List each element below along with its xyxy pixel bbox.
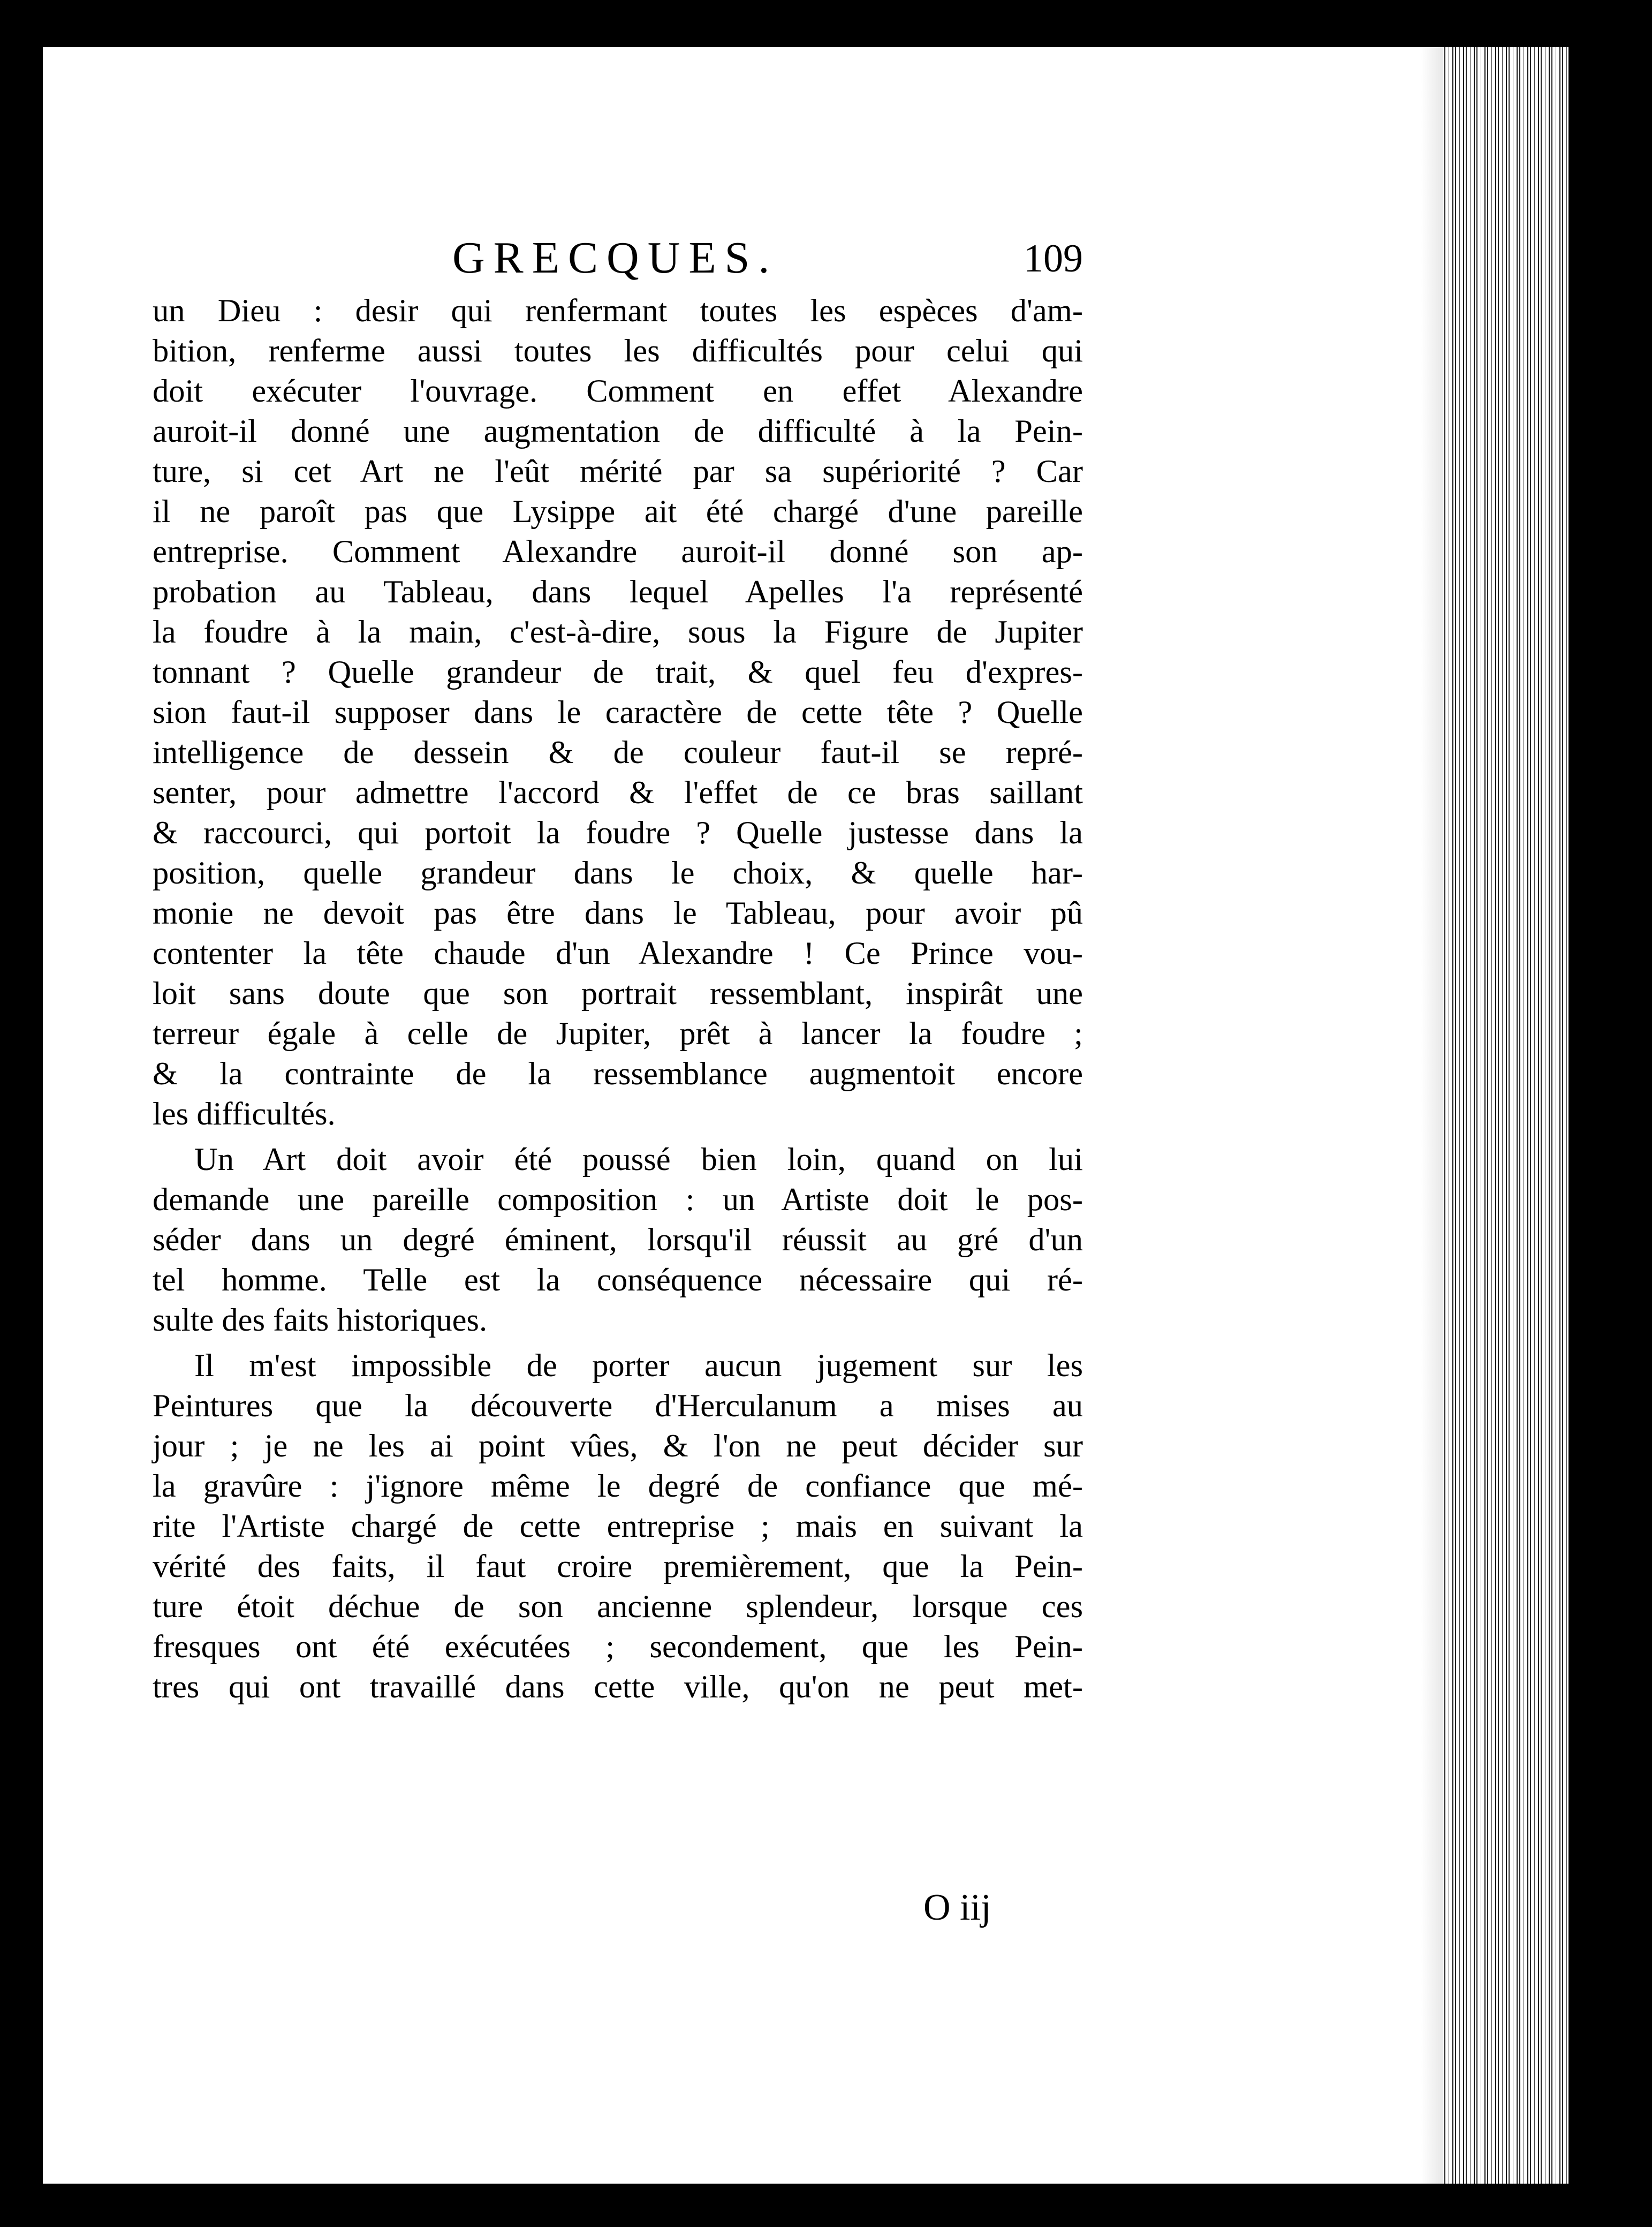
paragraph-3 [153, 1346, 1083, 1707]
text-line: Il m'est impossible de porter aucun jugement sur les [194, 1348, 1083, 1384]
book-page [43, 47, 1568, 2184]
text-line: probation au Tableau, dans lequel Apelles l'a représenté [153, 574, 1083, 610]
text-line: vérité des faits, il faut croire premièrement, que la Pein- [153, 1549, 1083, 1584]
text-line: sulte des faits historiques. [153, 1302, 488, 1338]
text-line: tonnant ? Quelle grandeur de trait, & quel feu d'expres- [153, 654, 1083, 690]
text-line: Peintures que la découverte d'Herculanum a mises au [153, 1388, 1083, 1424]
text-line: auroit-il donné une augmentation de difficulté à la Pein- [153, 413, 1083, 449]
text-line: la foudre à la main, c'est-à-dire, sous la Figure de Jupiter [153, 614, 1083, 650]
text-line: la gravûre : j'ignore même le degré de confiance que mé- [153, 1468, 1083, 1504]
page-edge-stack [1443, 47, 1568, 2184]
text-line: jour ; je ne les ai point vûes, & l'on ne peut décider sur [153, 1428, 1083, 1464]
text-line: Un Art doit avoir été poussé bien loin, quand on lui [194, 1142, 1083, 1177]
page-header [153, 232, 1083, 291]
text-line: sion faut-il supposer dans le caractère de cette tête ? Quelle [153, 694, 1083, 730]
paragraph-1 [153, 291, 1083, 1134]
page-number: 109 [1024, 237, 1083, 281]
signature-mark: O iij [923, 1887, 991, 1928]
paragraph-2 [153, 1139, 1083, 1340]
text-line: un Dieu : desir qui renfermant toutes les espèces d'am- [153, 293, 1083, 329]
text-line: demande une pareille composition : un Artiste doit le pos- [153, 1182, 1083, 1218]
text-line: monie ne devoit pas être dans le Tableau, pour avoir pû [153, 895, 1083, 931]
text-line: contenter la tête chaude d'un Alexandre ! Ce Prince vou- [153, 935, 1083, 971]
text-line: bition, renferme aussi toutes les difficultés pour celui qui [153, 333, 1083, 369]
page-text-block [153, 232, 1083, 1928]
text-line: tel homme. Telle est la conséquence nécessaire qui ré- [153, 1262, 1083, 1298]
text-line: rite l'Artiste chargé de cette entreprise ; mais en suivant la [153, 1508, 1083, 1544]
text-line: fresques ont été exécutées ; secondement, que les Pein- [153, 1629, 1083, 1665]
text-line: doit exécuter l'ouvrage. Comment en effet Alexandre [153, 373, 1083, 409]
text-line: loit sans doute que son portrait ressemblant, inspirât une [153, 976, 1083, 1011]
text-line: séder dans un degré éminent, lorsqu'il réussit au gré d'un [153, 1222, 1083, 1258]
running-head: GRECQUES. [452, 233, 778, 283]
text-line: intelligence de dessein & de couleur faut-il se repré- [153, 735, 1083, 771]
text-line: tres qui ont travaillé dans cette ville, qu'on ne peut met- [153, 1669, 1083, 1705]
text-line: il ne paroît pas que Lysippe ait été chargé d'une pareille [153, 494, 1083, 530]
text-line: & la contrainte de la ressemblance augmentoit encore [153, 1056, 1083, 1092]
text-line: & raccourci, qui portoit la foudre ? Quelle justesse dans la [153, 815, 1083, 851]
text-line: entreprise. Comment Alexandre auroit-il donné son ap- [153, 534, 1083, 570]
text-line: les difficultés. [153, 1096, 336, 1132]
text-line: ture, si cet Art ne l'eût mérité par sa supériorité ? Car [153, 454, 1083, 489]
page-gutter-shadow [1421, 47, 1443, 2184]
text-line: ture étoit déchue de son ancienne splendeur, lorsque ces [153, 1589, 1083, 1625]
text-line: senter, pour admettre l'accord & l'effet de ce bras saillant [153, 775, 1083, 811]
text-line: terreur égale à celle de Jupiter, prêt à lancer la foudre ; [153, 1016, 1083, 1052]
text-line: position, quelle grandeur dans le choix, & quelle har- [153, 855, 1083, 891]
